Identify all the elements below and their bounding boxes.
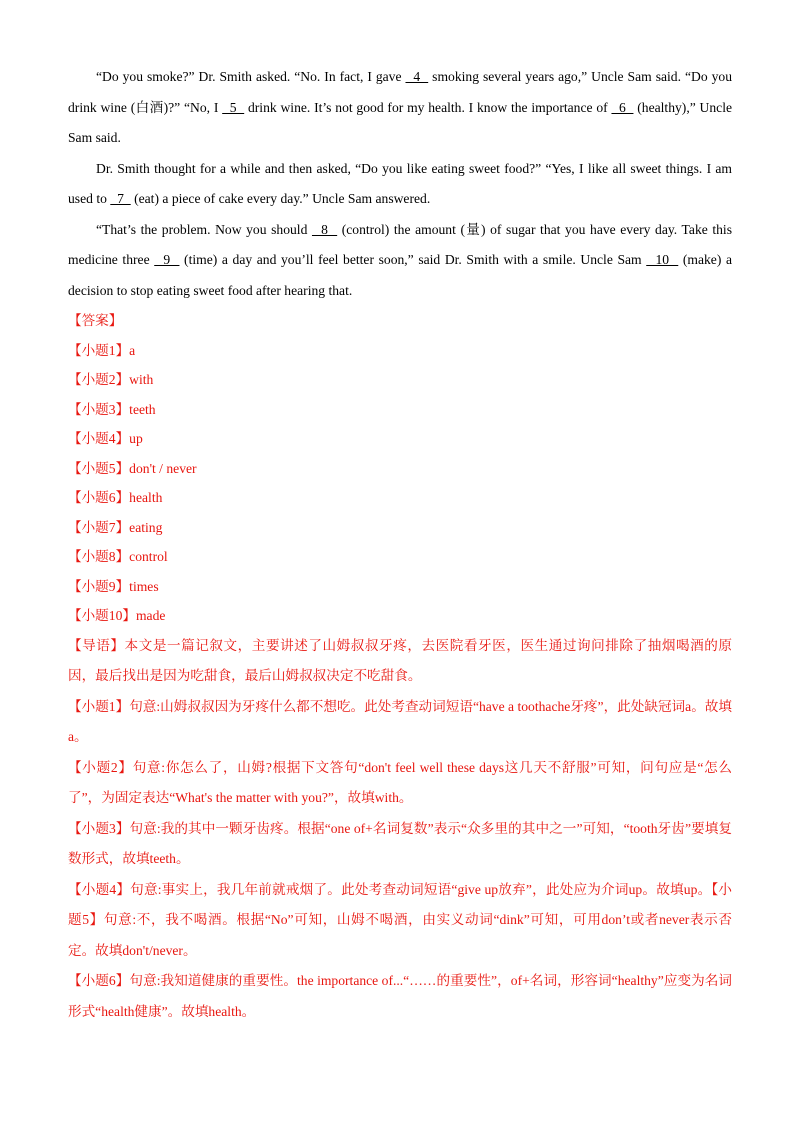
- passage-text: Dr. Smith thought for a while and then asked, “Do you like eating sweet food?” “Yes, I like all sweet things. I am used to: [68, 160, 732, 206]
- explanation-q5: 【小题5】句意:不，我不喝酒。根据“No”可知，山姆不喝酒，由实义动词“dink”可知，可用don’t或者never表示否定。故填don't/never。: [68, 881, 732, 958]
- blank-9: 9: [154, 252, 180, 267]
- explanation-q3: 【小题3】句意:我的其中一颗牙齿疼。根据“one of+名词复数”表示“众多里的其中之一”可知，“tooth牙齿”要填复数形式，故填teeth。: [68, 820, 732, 866]
- answer-value: up: [129, 431, 143, 446]
- answer-label: 【小题7】: [68, 519, 130, 535]
- passage-paragraph-1: [68, 62, 732, 154]
- blank-7: 7: [110, 191, 131, 206]
- explanation-q1: 【小题1】句意:山姆叔叔因为牙疼什么都不想吃。此处考查动词短语“have a toothache牙疼”，此处缺冠词a。故填a。: [68, 698, 732, 744]
- answer-label: 【小题3】: [68, 401, 130, 417]
- answer-item: [68, 454, 732, 484]
- passage-text: drink wine. It’s not good for my health. I know the importance of: [244, 99, 612, 115]
- blank-8: 8: [311, 221, 338, 237]
- passage-text: (control) the amount (量) of sugar that you have every day. Take this medicine three: [68, 221, 733, 267]
- answer-label: 【小题8】: [68, 549, 130, 564]
- answer-item: [68, 424, 732, 454]
- passage-paragraph-3: [68, 215, 732, 307]
- answer-item: [68, 601, 732, 631]
- passage-text: (time) a day and you’ll feel better soon,” said Dr. Smith with a smile. Uncle Sam: [179, 252, 647, 267]
- answer-label: 【小题2】: [68, 372, 130, 387]
- answer-item: [68, 365, 732, 395]
- answer-label: 【小题6】: [68, 490, 130, 505]
- blank-4: 4: [405, 69, 429, 84]
- explanation-q6: 【小题6】句意:我知道健康的重要性。the importance of...“……的重要性”，of+名词，形容词“healthy”应变为名词形式“health健康”。故填health。: [68, 973, 732, 1019]
- answer-label: 【小题4】: [68, 431, 130, 446]
- answer-value: eating: [129, 519, 163, 535]
- answer-item: [68, 483, 732, 513]
- passage-text: smoking several years ago,” Uncle Sam said. “Do you drink wine (白酒)?” “No, I: [68, 69, 732, 115]
- intro-explanation: 【导语】本文是一篇记叙文，主要讲述了山姆叔叔牙疼，去医院看牙医，医生通过询问排除了抽烟喝酒的原因，最后找出是因为吃甜食，最后山姆叔叔决定不吃甜食。: [68, 637, 732, 683]
- passage-text: “That’s the problem. Now you should: [96, 221, 312, 237]
- passage-text: (make) a decision to stop eating sweet food after hearing that.: [68, 252, 733, 298]
- answer-header: 【答案】: [68, 313, 123, 328]
- answer-section: [68, 306, 732, 631]
- answer-value: a: [129, 342, 136, 358]
- blank-10: 10: [646, 252, 679, 267]
- passage-text: “Do you smoke?” Dr. Smith asked. “No. In fact, I gave: [96, 69, 406, 84]
- answer-label: 【小题5】: [68, 460, 130, 476]
- answer-item: [68, 572, 732, 602]
- answer-value: health: [129, 490, 163, 505]
- explanation-q2: 【小题2】句意:你怎么了，山姆?根据下文答句“don't feel well these days这几天不舒服”可知，问句应是“怎么了”，为固定表达“What's the matter with you?”，故填with。: [68, 759, 732, 805]
- answer-item: [68, 395, 732, 425]
- answer-label: 【小题9】: [68, 578, 130, 594]
- passage-text: (eat) a piece of cake every day.” Uncle Sam answered.: [130, 191, 431, 206]
- answer-item: [68, 513, 732, 543]
- blank-6: 6: [611, 99, 634, 115]
- answer-label: 【小题10】: [68, 608, 136, 623]
- passage-text: (healthy),” Uncle Sam said.: [68, 99, 733, 145]
- answer-label: 【小题1】: [68, 342, 130, 358]
- answer-item: [68, 542, 732, 572]
- explanation-q4-q5: [68, 875, 732, 967]
- answer-value: made: [135, 608, 166, 623]
- answer-item: [68, 336, 732, 366]
- answer-value: don't / never: [129, 460, 197, 476]
- blank-5: 5: [222, 99, 245, 115]
- answer-value: control: [129, 549, 168, 564]
- explanation-q4: 【小题4】句意:事实上，我几年前就戒烟了。此处考查动词短语“give up放弃”，此处应为介词up。故填up。: [68, 881, 712, 897]
- passage-paragraph-2: [68, 154, 732, 215]
- explanation-section: [68, 631, 732, 1028]
- answer-value: with: [129, 372, 154, 387]
- document-page: [68, 62, 732, 1027]
- answer-value: teeth: [129, 401, 156, 417]
- answer-value: times: [129, 578, 159, 594]
